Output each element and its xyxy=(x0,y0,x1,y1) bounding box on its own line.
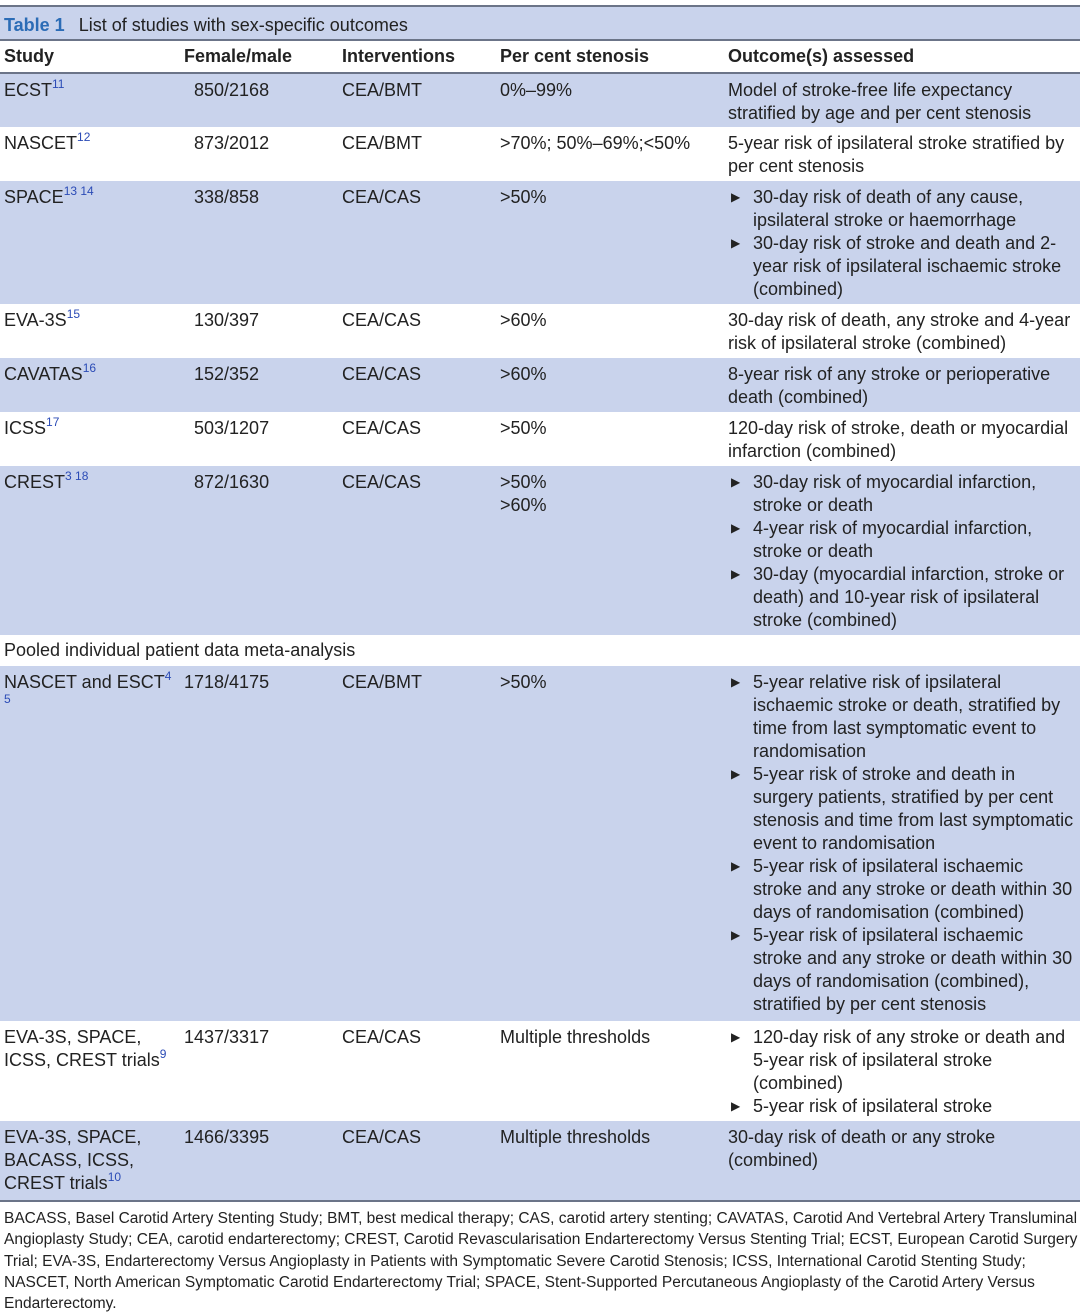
study-cell: $CREST^{3 18}$ xyxy=(0,466,180,635)
table-footnote: BACASS, Basel Carotid Artery Stenting Study; BMT, best medical therapy; CAS, carotid artery stenting; CAVATAS, Carotid And Vertebral Artery Transluminal Angioplasty Study; CEA, carotid endarterectomy; CREST, Carotid Revascularisation Endarterectomy Versus Stenting Trial; ECST, European Carotid Surgery Trial; EVA-3S, Endarterectomy Versus Angioplasty in Patients with Symptomatic Severe Carotid Stenosis; ICSS, International Carotid Stenting Study; NASCET, North American Symptomatic Carotid Endarterectomy Trial; SPACE, Stent-Supported Percutaneous Angioplasty of the Carotid Artery Versus Endarterectomy. xyxy=(4,1210,1078,1313)
interventions-cell: CEA/BMT xyxy=(338,127,496,181)
outcome-cell: 30-day risk of death, any stroke and 4-year risk of ipsilateral stroke (combined) xyxy=(724,304,1080,358)
female-male-cell: 1718/4175 xyxy=(180,666,338,1021)
column-header: Female/male xyxy=(180,40,338,73)
study-cell: CAVATAS$^{16}$ xyxy=(0,358,180,412)
outcome-bullet: ▶ 5-year risk of ipsilateral stroke xyxy=(728,1095,1076,1118)
table-row xyxy=(0,358,1080,412)
female-male-cell: 1437/3317 xyxy=(180,1021,338,1121)
study-cell: $SPACE^{13 14}$ xyxy=(0,181,180,304)
outcome-bullet: ▶ 5-year risk of stroke and death in surgery patients, stratified by per cent stenosis and time from last symptomatic event to randomisation xyxy=(728,763,1076,855)
stenosis-cell: >50% xyxy=(496,181,724,304)
outcome-cell: 8-year risk of any stroke or perioperative death (combined) xyxy=(724,358,1080,412)
column-header: Interventions xyxy=(338,40,496,73)
stenosis-cell: >50% >60% xyxy=(496,466,724,635)
study-cell: NASCET$^{12}$ xyxy=(0,127,180,181)
reference: 3 18 xyxy=(65,469,89,483)
stenosis-cell: Multiple thresholds xyxy=(496,1021,724,1121)
table-row xyxy=(0,666,1080,1021)
reference: 9 xyxy=(159,1047,167,1061)
studies-table xyxy=(0,39,1080,1202)
study-cell: NASCET and $ESCT^{4 5}$ xyxy=(0,666,180,1021)
outcome-bullet: ▶ 30-day risk of stroke and death and 2-year risk of ipsilateral ischaemic stroke (combined) xyxy=(728,232,1076,301)
interventions-cell: CEA/BMT xyxy=(338,666,496,1021)
reference: 10 xyxy=(107,1170,122,1184)
table-title: List of studies with sex-specific outcomes xyxy=(78,15,408,35)
table-row xyxy=(0,127,1080,181)
female-male-cell: 503/1207 xyxy=(180,412,338,466)
outcome-bullet: ▶ 30-day risk of death of any cause, ipsilateral stroke or haemorrhage xyxy=(728,186,1076,232)
reference: 13 14 xyxy=(63,184,94,198)
female-male-cell: 872/1630 xyxy=(180,466,338,635)
outcome-bullet: ▶ 120-day risk of any stroke or death and 5-year risk of ipsilateral stroke (combined) xyxy=(728,1026,1076,1095)
female-male-cell: 850/2168 xyxy=(180,73,338,127)
outcome-cell xyxy=(724,466,1080,635)
interventions-cell: CEA/CAS xyxy=(338,412,496,466)
outcome-cell xyxy=(724,666,1080,1021)
female-male-cell: 873/2012 xyxy=(180,127,338,181)
outcome-cell: Model of stroke-free life expectancy stratified by age and per cent stenosis xyxy=(724,73,1080,127)
table-row xyxy=(0,1121,1080,1201)
outcome-bullet: ▶ 4-year risk of myocardial infarction, stroke or death xyxy=(728,517,1076,563)
study-cell: ICSS$^{17}$ xyxy=(0,412,180,466)
stenosis-cell: >60% xyxy=(496,358,724,412)
interventions-cell: CEA/BMT xyxy=(338,73,496,127)
reference: 11 xyxy=(52,77,65,91)
outcome-bullet: ▶ 30-day (myocardial infarction, stroke or death) and 10-year risk of ipsilateral stroke (combined) xyxy=(728,563,1076,632)
reference: 12 xyxy=(77,130,91,144)
reference: 15 xyxy=(66,307,81,321)
section-heading: Pooled individual patient data meta-analysis xyxy=(0,635,1080,666)
stenosis-cell: >60% xyxy=(496,304,724,358)
table-row xyxy=(0,181,1080,304)
table-label: Table 1 xyxy=(4,15,65,35)
column-header: Study xyxy=(0,40,180,73)
female-male-cell: 1466/3395 xyxy=(180,1121,338,1201)
outcome-bullet: ▶ 5-year risk of ipsilateral ischaemic stroke and any stroke or death within 30 days of randomisation (combined) xyxy=(728,855,1076,924)
outcome-cell: 120-day risk of stroke, death or myocardial infarction (combined) xyxy=(724,412,1080,466)
female-male-cell: 130/397 xyxy=(180,304,338,358)
column-header: Outcome(s) assessed xyxy=(724,40,1080,73)
stenosis-cell: Multiple thresholds xyxy=(496,1121,724,1201)
stenosis-cell: >50% xyxy=(496,412,724,466)
reference: 17 xyxy=(46,415,60,429)
outcome-bullet: ▶ 30-day risk of myocardial infarction, stroke or death xyxy=(728,471,1076,517)
outcome-cell: 30-day risk of death or any stroke (combined) xyxy=(724,1121,1080,1201)
interventions-cell: CEA/CAS xyxy=(338,358,496,412)
interventions-cell: CEA/CAS xyxy=(338,304,496,358)
stenosis-cell: >50% xyxy=(496,666,724,1021)
study-cell: EVA-$3S^{15}$ xyxy=(0,304,180,358)
outcome-bullet: ▶ 5-year relative risk of ipsilateral ischaemic stroke or death, stratified by time from last symptomatic event to randomisation xyxy=(728,671,1076,763)
study-cell: ECST$^{11}$ xyxy=(0,73,180,127)
table-caption xyxy=(0,5,1080,39)
reference: 16 xyxy=(82,361,97,375)
outcome-bullet: ▶ 5-year risk of ipsilateral ischaemic stroke and any stroke or death within 30 days of randomisation (combined), stratified by per cent stenosis xyxy=(728,924,1076,1016)
table-row xyxy=(0,1021,1080,1121)
table-row xyxy=(0,412,1080,466)
table-row xyxy=(0,304,1080,358)
table-row xyxy=(0,466,1080,635)
interventions-cell: CEA/CAS xyxy=(338,1121,496,1201)
stenosis-cell: >70%; 50%–69%;<50% xyxy=(496,127,724,181)
reference: 4 5 xyxy=(4,669,172,706)
female-male-cell: 152/352 xyxy=(180,358,338,412)
stenosis-cell: 0%–99% xyxy=(496,73,724,127)
outcome-cell xyxy=(724,1021,1080,1121)
column-header: Per cent stenosis xyxy=(496,40,724,73)
interventions-cell: CEA/CAS xyxy=(338,181,496,304)
study-cell: EVA-3S, SPACE, ICSS, CREST trials$^9$ xyxy=(0,1021,180,1121)
interventions-cell: CEA/CAS xyxy=(338,1021,496,1121)
study-cell: EVA-3S, SPACE, BACASS, ICSS, CREST trials$^{10}$ xyxy=(0,1121,180,1201)
female-male-cell: 338/858 xyxy=(180,181,338,304)
table-row xyxy=(0,73,1080,127)
outcome-cell: 5-year risk of ipsilateral stroke stratified by per cent stenosis xyxy=(724,127,1080,181)
outcome-cell xyxy=(724,181,1080,304)
interventions-cell: CEA/CAS xyxy=(338,466,496,635)
